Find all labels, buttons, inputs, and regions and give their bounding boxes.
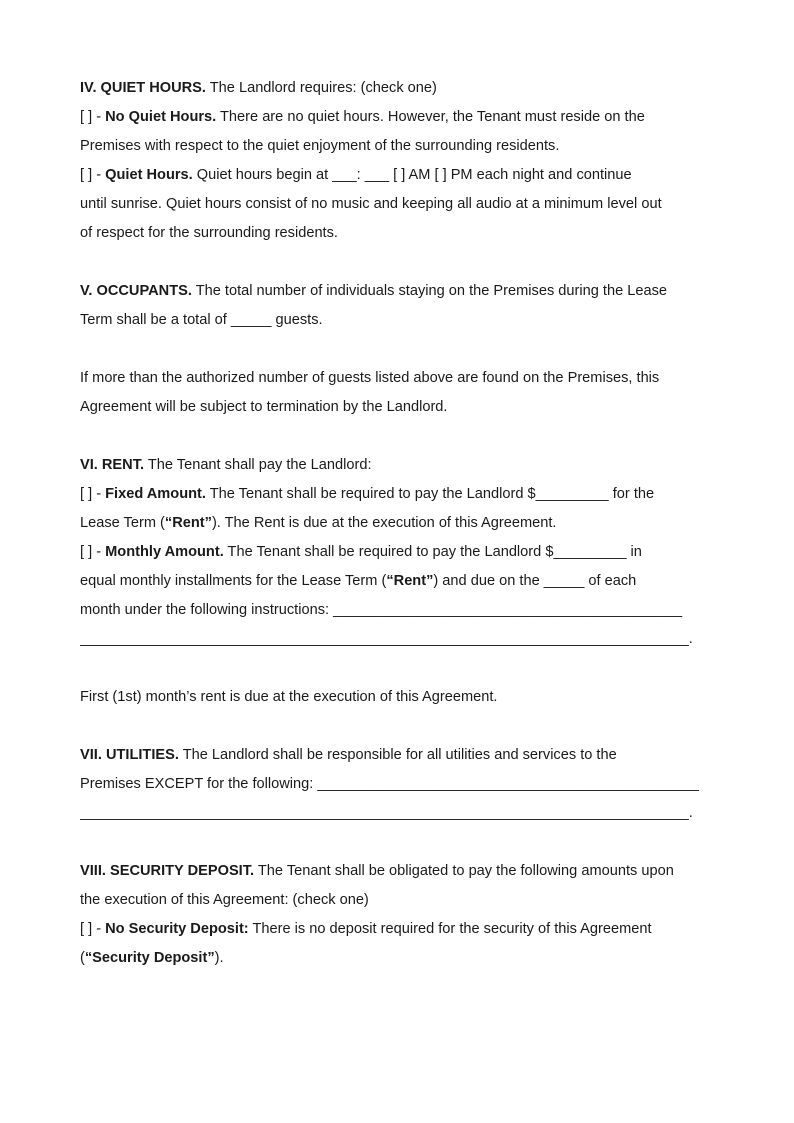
utilities-exceptions-blank[interactable]: ___________________________________________________________________________.: [80, 805, 693, 821]
checkbox-fixed-amount[interactable]: [ ] -: [80, 486, 106, 502]
no-quiet-hours-text: Premises with respect to the quiet enjoyment of the surrounding residents.: [80, 138, 560, 154]
rent-heading-line: VI. RENT. The Tenant shall pay the Landlord:: [80, 457, 372, 473]
quiet-hours-option: [ ] - Quiet Hours. Quiet hours begin at ___: ___ [ ] AM [ ] PM each night and continue: [80, 167, 632, 183]
spacer: [80, 712, 720, 741]
spacer: [80, 422, 720, 451]
checkbox-quiet-hours[interactable]: [ ] -: [80, 167, 106, 183]
utilities-exceptions-line[interactable]: Premises EXCEPT for the following: _______________________________________________: [80, 776, 699, 792]
checkbox-monthly-amount[interactable]: [ ] -: [80, 544, 106, 560]
quiet-hours-text-2: until sunrise. Quiet hours consist of no music and keeping all audio at a minimum level out: [80, 196, 662, 212]
spacer: [80, 335, 720, 364]
occupants-heading: V. OCCUPANTS.: [80, 283, 192, 299]
spacer: [80, 828, 720, 857]
monthly-instructions-line[interactable]: month under the following instructions: ___________________________________________: [80, 602, 683, 618]
security-deposit-definition: (“Security Deposit”).: [80, 950, 224, 966]
fixed-amount-option: [ ] - Fixed Amount. The Tenant shall be required to pay the Landlord $_________ for the: [80, 486, 655, 502]
utilities-section: [80, 741, 720, 828]
monthly-instructions-blank[interactable]: ___________________________________________________________________________.: [80, 631, 693, 647]
no-quiet-hours-option: [ ] - No Quiet Hours. There are no quiet hours. However, the Tenant must reside on the: [80, 109, 645, 125]
occupants-para2-line1: If more than the authorized number of guests listed above are found on the Premises, this: [80, 370, 660, 386]
occupants-heading-line: V. OCCUPANTS. The total number of individuals staying on the Premises during the Lease: [80, 283, 668, 299]
quiet-hours-heading: IV. QUIET HOURS.: [80, 80, 206, 96]
quiet-hours-heading-line: IV. QUIET HOURS. The Landlord requires: (check one): [80, 80, 437, 96]
monthly-amount-option: [ ] - Monthly Amount. The Tenant shall be required to pay the Landlord $_________ in: [80, 544, 642, 560]
checkbox-no-security-deposit[interactable]: [ ] -: [80, 921, 106, 937]
rent-section: [80, 451, 720, 712]
first-month-rent-text: First (1st) month’s rent is due at the execution of this Agreement.: [80, 689, 498, 705]
security-deposit-section: [80, 857, 720, 973]
security-deposit-heading-line: VIII. SECURITY DEPOSIT. The Tenant shall be obligated to pay the following amounts upon: [80, 863, 674, 879]
quiet-hours-section: [80, 74, 720, 248]
document-page: [80, 74, 720, 973]
utilities-heading-line: VII. UTILITIES. The Landlord shall be responsible for all utilities and services to the: [80, 747, 617, 763]
security-deposit-heading: VIII. SECURITY DEPOSIT.: [80, 863, 255, 879]
rent-heading: VI. RENT.: [80, 457, 145, 473]
no-security-deposit-option: [ ] - No Security Deposit: There is no deposit required for the security of this Agreement: [80, 921, 652, 937]
utilities-heading: VII. UTILITIES.: [80, 747, 179, 763]
monthly-amount-text-2: equal monthly installments for the Lease Term (“Rent”) and due on the _____ of each: [80, 573, 637, 589]
spacer: [80, 248, 720, 277]
spacer: [80, 654, 720, 683]
occupants-text-2: Term shall be a total of _____ guests.: [80, 312, 323, 328]
fixed-amount-text: Lease Term (“Rent”). The Rent is due at the execution of this Agreement.: [80, 515, 557, 531]
checkbox-no-quiet-hours[interactable]: [ ] -: [80, 109, 106, 125]
occupants-section: [80, 277, 720, 422]
security-deposit-text-2: the execution of this Agreement: (check one): [80, 892, 369, 908]
occupants-para2-line2: Agreement will be subject to termination by the Landlord.: [80, 399, 448, 415]
quiet-hours-text-3: of respect for the surrounding residents.: [80, 225, 338, 241]
